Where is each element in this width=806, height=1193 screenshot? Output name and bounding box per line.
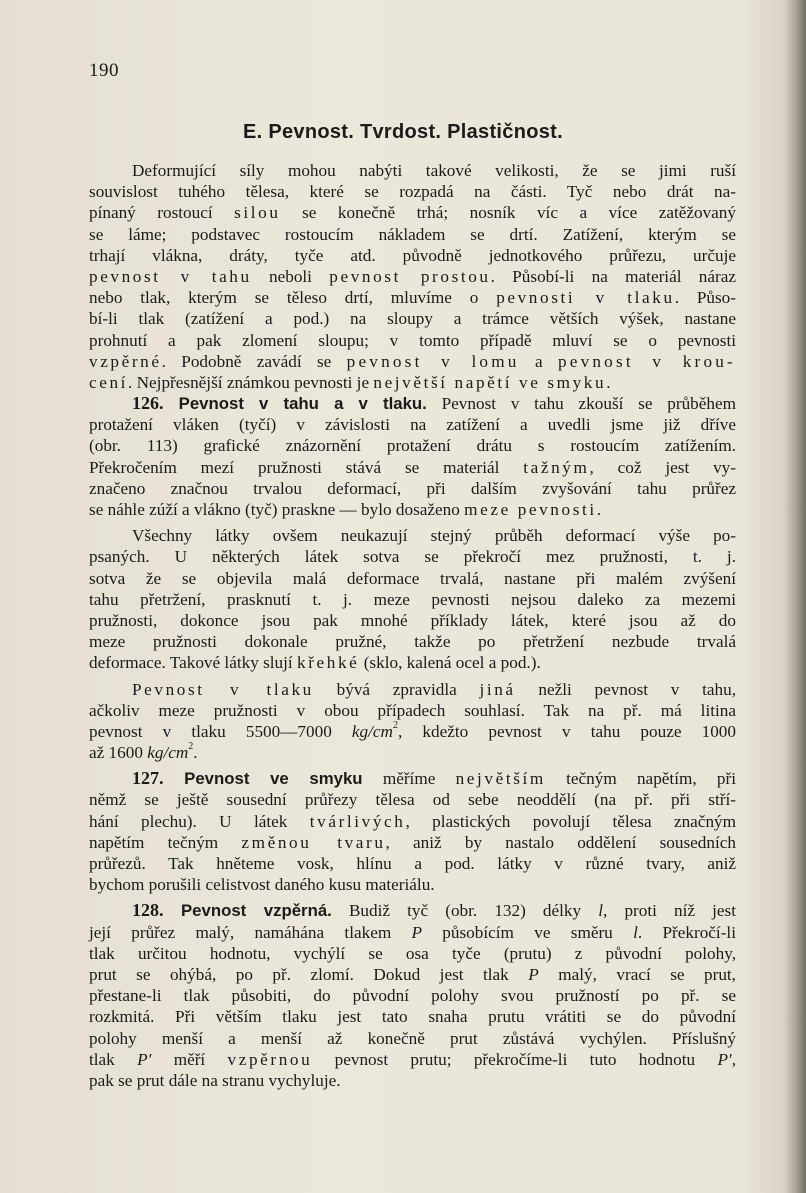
intro-paragraph bbox=[89, 160, 736, 393]
text-line: Všechny látky ovšem neukazují stejný průběh deformací výše po- bbox=[132, 526, 736, 546]
section-126 bbox=[89, 393, 736, 763]
text-line: prohnutí a pak zlomení sloupu; v tomto případě mluví se o pevnosti bbox=[89, 330, 736, 350]
text-line: bí-li tlak (zatížení a pod.) na sloupy a trámce větších výšek, nastane bbox=[89, 309, 736, 329]
section-heading: E. Pevnost. Tvrdost. Plastičnost. bbox=[243, 121, 563, 143]
text-line: tahu přetržení, prasknutí t. j. meze pevnosti nejsou daleko za mezemi bbox=[89, 589, 736, 609]
body-text bbox=[89, 160, 736, 1091]
text-line: vzpěrné. Podobně zavádí se pevnost v lomu a pevnost v krou- bbox=[89, 351, 736, 371]
text-line: pevnost v tlaku 5500—7000 $kg/cm^2$, kdežto pevnost v tahu pouze 1000 bbox=[89, 719, 736, 741]
text-line: (obr. 113) grafické znázornění protažení drátu s rostoucím zatížením. bbox=[89, 436, 736, 456]
section-title: Pevnost v tahu a v tlaku. bbox=[163, 394, 427, 414]
text-line: prut se ohýbá, po př. zlomí. Dokud jest tlak P malý, vrací se prut, bbox=[89, 964, 736, 984]
text-line: rozkmitá. Při větším tlaku jest tato snaha prutu vrátiti se do původní bbox=[89, 1007, 736, 1027]
text-line: tlak P′ měří vzpěrnou pevnost prutu; překročíme-li tuto hodnotu P′, bbox=[89, 1049, 736, 1069]
section-number: 127. bbox=[132, 768, 164, 789]
text-line: přestane-li tlak působiti, do původní polohy svou pružností po př. se bbox=[89, 986, 736, 1006]
text-line: deformace. Takové látky slují křehké (sklo, kalená ocel a pod.). bbox=[89, 653, 541, 673]
text-line: průřezů. Tak hněteme vosk, hlínu a pod. látky v různé tvary, aniž bbox=[89, 854, 736, 873]
text-line: trhají vlákna, dráty, tyče atd. původně jednotkového průřezu, určuje bbox=[89, 245, 736, 265]
text-line: ačkoliv meze pružnosti v obou případech souhlasí. Tak na př. má litina bbox=[89, 700, 736, 720]
section-title: Pevnost vzpěrná. bbox=[163, 901, 332, 921]
text-line: protažení vláken (tyčí) v závislosti na zatížení a uvedli jsme již dříve bbox=[89, 415, 736, 435]
text-line: Překročením mezí pružnosti stává se materiál tažným, což jest vy- bbox=[89, 457, 736, 477]
text-line: až 1600 $kg/cm^2$. bbox=[89, 741, 198, 763]
text-line: 128. Pevnost vzpěrná. Budiž tyč (obr. 132) délky l, proti níž jest bbox=[132, 900, 736, 921]
text-line: polohy menší a menší až konečně prut zůstává vychýlen. Příslušný bbox=[89, 1028, 736, 1048]
text-line: cení. Nejpřesnější známkou pevnosti je největší napětí ve smyku. bbox=[89, 372, 611, 392]
text-line: psaných. U některých látek sotva se překročí mez pružnosti, t. j. bbox=[89, 547, 736, 567]
page-edge-shadow bbox=[784, 0, 806, 1193]
page-number: 190 bbox=[89, 60, 119, 81]
text-line: hání plechu). U látek tvárlivých, plastických povolují tělesa značným bbox=[89, 811, 736, 831]
text-line: pružnosti, dokonce jsou pak mnohé příklady látek, které jsou až do bbox=[89, 610, 736, 630]
text-line: pínaný rostoucí silou se konečně trhá; nosník víc a více zatěžovaný bbox=[89, 203, 736, 223]
text-line: Pevnost v tlaku bývá zpravidla jiná nežli pevnost v tahu, bbox=[132, 679, 736, 699]
text-line: její průřez malý, namáhána tlakem P působícím ve směru l. Překročí-li bbox=[89, 922, 736, 942]
text-line: tlak určitou hodnotu, vychýlí se osa tyče (prutu) z původní polohy, bbox=[89, 943, 736, 963]
text-line: značeno značnou trvalou deformací, při dalším zvyšování tahu průřez bbox=[89, 478, 736, 498]
text-line: meze pružnosti dokonale pružné, takže po přetržení nezbude trvalá bbox=[89, 632, 736, 652]
text-line: pevnost v tahu neboli pevnost prostou. Působí-li na materiál náraz bbox=[89, 266, 737, 286]
text-line: němž se ještě sousední průřezy tělesa od sebe neoddělí (na př. při stří- bbox=[89, 790, 736, 810]
text-line: sotva že se objevila malá deformace trvalá, nastane při malém zvýšení bbox=[89, 568, 736, 588]
text-line: se láme; podstavec rostoucím nákladem se drtí. Zatížení, kterým se bbox=[89, 224, 736, 244]
text-line: Deformující síly mohou nabýti takové velikosti, že se jimi ruší bbox=[132, 161, 736, 180]
text-line: souvislost tuhého tělesa, které se rozpadá na části. Tyč nebo drát na- bbox=[89, 182, 736, 202]
text-line: pak se prut dále na stranu vychyluje. bbox=[89, 1070, 341, 1090]
text-line: nebo tlak, kterým se těleso drtí, mluvíme o pevnosti v tlaku. Půso- bbox=[89, 288, 736, 308]
section-number: 128. bbox=[132, 900, 164, 921]
text-line: napětím tečným změnou tvaru, aniž by nastalo oddělení sousedních bbox=[89, 832, 736, 852]
section-128 bbox=[89, 900, 736, 1091]
text-line: 127. Pevnost ve smyku měříme největším tečným napětím, při bbox=[132, 768, 736, 789]
text-line: 126. Pevnost v tahu a v tlaku. Pevnost v tahu zkouší se průběhem bbox=[132, 393, 736, 414]
section-number: 126. bbox=[132, 393, 164, 414]
text-line: bychom porušili celistvost daného kusu materiálu. bbox=[89, 875, 435, 895]
section-title: Pevnost ve smyku bbox=[163, 769, 363, 789]
section-127 bbox=[89, 768, 736, 895]
text-line: se náhle zúží a vlákno (tyč) praskne — bylo dosaženo meze pevnosti. bbox=[89, 500, 602, 519]
